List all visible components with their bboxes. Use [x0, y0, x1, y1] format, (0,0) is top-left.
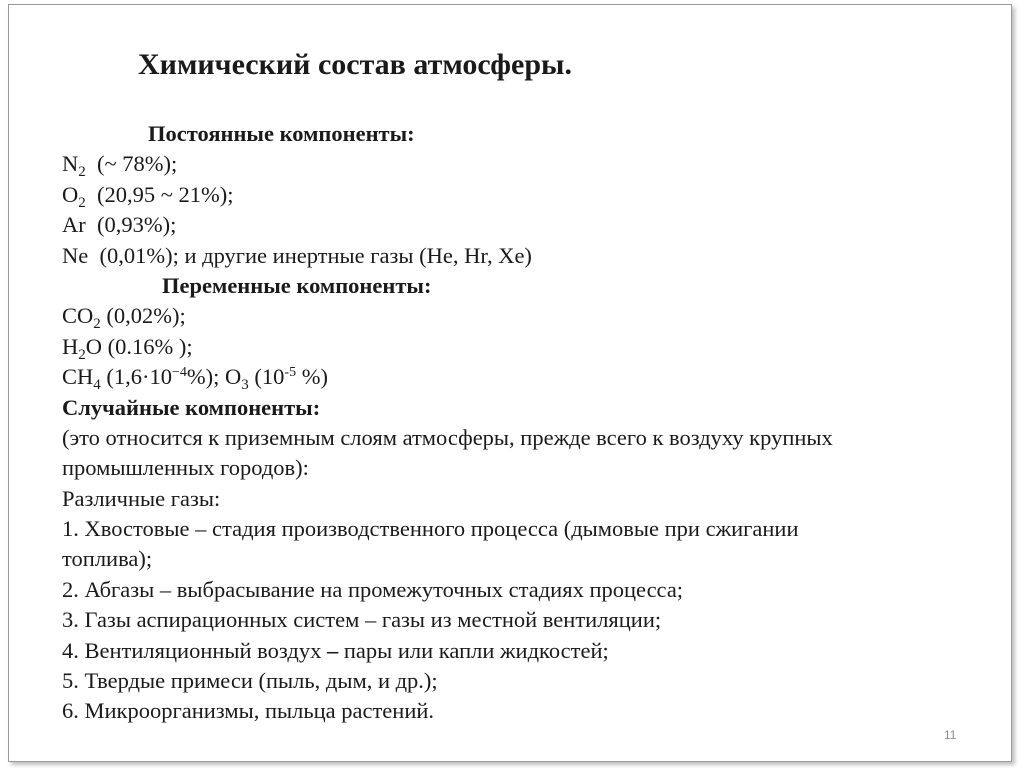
o3-element: %); O — [186, 364, 242, 390]
list-item-4 — [62, 636, 962, 666]
co2-value: (0,02%); — [100, 303, 186, 329]
list-item-4-label: 4. Вентиляционный воздух — [62, 637, 327, 663]
o3-exponent: -5 — [284, 365, 297, 381]
h2o-subscript: 2 — [78, 346, 86, 363]
list-item-5: 5. Твердые примеси (пыль, дым, и др.); — [62, 668, 438, 694]
h2o-element: H — [62, 333, 79, 359]
permanent-heading: Постоянные компоненты: — [148, 121, 415, 146]
h2o-value: O (0.16% ); — [85, 333, 193, 359]
random-note-line1: (это относится к приземным слоям атмосферы, прежде всего к воздуху крупных — [62, 424, 833, 450]
random-note-line2: промышленных городов): — [62, 455, 309, 481]
gases-label: Различные газы: — [62, 485, 221, 511]
o3-value: (10 — [248, 364, 285, 390]
list-item-3: 3. Газы аспирационных систем – газы из местной вентиляции; — [62, 607, 662, 633]
list-item-1-line2: топлива); — [62, 546, 153, 572]
list-item-2: 2. Абгазы – выбрасывание на промежуточных стадиях процесса; — [62, 576, 684, 602]
n2-element: N — [62, 151, 79, 177]
list-item-6: 6. Микроорганизмы, пыльца растений. — [62, 698, 435, 724]
page-number: 11 — [944, 728, 957, 742]
ch4-element: CH — [62, 364, 94, 390]
slide-title: Химический состав атмосферы. — [138, 48, 572, 81]
ch4-subscript: 4 — [93, 377, 101, 394]
o2-value: (20,95 ~ 21%); — [85, 181, 234, 207]
ne-line: Ne (0,01%); и другие инертные газы (He, Hr, Xe) — [62, 242, 532, 268]
variable-heading: Переменные компоненты: — [162, 272, 432, 298]
list-item-1-line1: 1. Хвостовые – стадия производственного процесса (дымовые при сжигании — [62, 516, 799, 542]
ch4-exponent: −4 — [172, 365, 187, 381]
o2-subscript: 2 — [78, 194, 86, 211]
o3-unit: %) — [296, 364, 328, 390]
random-heading: Случайные компоненты: — [62, 394, 321, 420]
o3-subscript: 3 — [241, 377, 249, 394]
list-item-4-text: пары или капли жидкостей; — [338, 637, 609, 663]
n2-line — [62, 149, 962, 179]
ch4-o3-line — [62, 362, 962, 392]
ch4-value: (1,6·10 — [100, 364, 173, 390]
o2-line — [62, 180, 962, 210]
n2-subscript: 2 — [78, 164, 86, 181]
n2-value: (~ 78%); — [85, 151, 178, 177]
co2-subscript: 2 — [93, 316, 101, 333]
co2-line — [62, 301, 962, 331]
co2-element: CO — [62, 303, 94, 329]
list-item-4-dash: – — [326, 637, 339, 663]
o2-element: O — [62, 181, 79, 207]
h2o-line — [62, 332, 962, 362]
slide-content — [62, 119, 962, 727]
ar-line: Ar (0,93%); — [62, 212, 177, 238]
